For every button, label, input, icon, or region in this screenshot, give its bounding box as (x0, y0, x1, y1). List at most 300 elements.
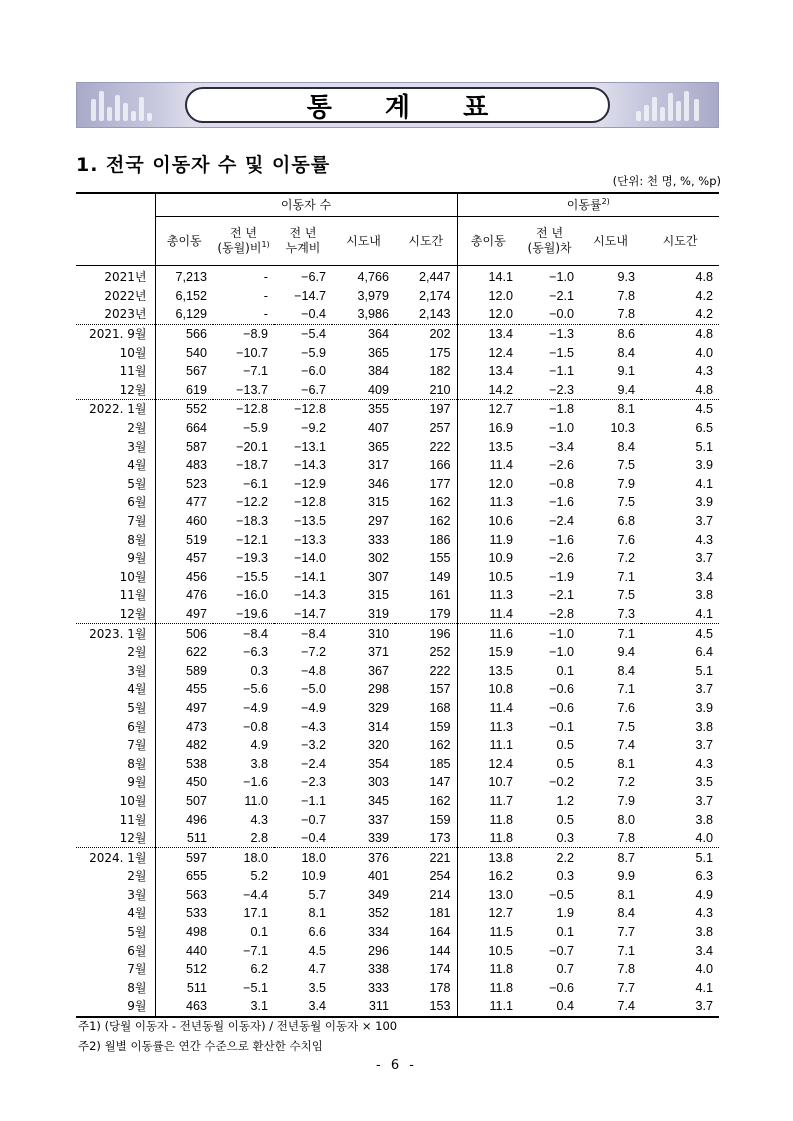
header-row-groups (76, 193, 719, 217)
table-cell: 2,174 (419, 288, 451, 303)
table-cell: −12.2 (236, 495, 268, 510)
bar-chart-decoration-icon (632, 89, 706, 121)
table-cell: 315 (367, 495, 389, 510)
table-cell: 153 (395, 997, 457, 1017)
table-cell: 315 (367, 588, 389, 603)
table-cell: −1.8 (549, 402, 575, 417)
table-cell: −2.3 (301, 775, 326, 790)
table-cell: 355 (367, 402, 389, 417)
table-cell: −2.1 (549, 288, 575, 303)
table-cell: 4.5 (695, 626, 714, 641)
row-label: 3월 (127, 439, 147, 454)
table-cell: −4.3 (301, 719, 326, 734)
row-label-header (76, 193, 155, 266)
table-cell: 354 (367, 756, 389, 771)
table-cell: −13.7 (213, 381, 274, 400)
table-row (76, 419, 719, 438)
row-label: 2021. 9월 (89, 327, 147, 342)
table-cell: −14.7 (274, 605, 332, 624)
table-cell: 482 (155, 736, 213, 755)
table-cell: 7.4 (580, 997, 641, 1017)
table-cell: 4.8 (695, 327, 714, 342)
table-cell: 317 (367, 458, 389, 473)
table-cell: 3.7 (695, 551, 714, 566)
row-label: 6월 (127, 943, 147, 958)
table-row (76, 586, 719, 605)
table-cell: −4.9 (301, 700, 326, 715)
table-cell: −5.4 (301, 327, 326, 342)
table-cell: −0.8 (549, 476, 575, 491)
table-cell: 401 (367, 869, 389, 884)
table-cell: 3.4 (274, 997, 332, 1017)
table-cell: 8.7 (617, 850, 636, 865)
table-cell: 511 (155, 829, 213, 848)
table-row (76, 549, 719, 568)
table-cell: 3.8 (695, 588, 714, 603)
table-cell: 18.0 (243, 850, 268, 865)
table-cell: 1.2 (556, 793, 575, 808)
row-label: 3월 (127, 887, 147, 902)
table-cell: 8.4 (617, 663, 636, 678)
table-cell: 11.3 (457, 493, 519, 512)
row-label: 7월 (127, 514, 147, 529)
table-cell: −6.0 (301, 364, 326, 379)
table-cell: 8.1 (617, 402, 636, 417)
table-cell: 3.9 (695, 495, 714, 510)
row-label: 4월 (127, 682, 147, 697)
table-cell: 185 (429, 756, 451, 771)
table-cell: 6,129 (155, 305, 213, 324)
table-cell: 12.4 (457, 343, 519, 362)
table-row (76, 381, 719, 400)
table-cell: −6.7 (274, 381, 332, 400)
table-cell: −19.3 (236, 551, 268, 566)
table-cell: 7.6 (617, 532, 636, 547)
table-row (76, 305, 719, 324)
row-label: 2월 (127, 869, 147, 884)
table-cell: −8.4 (243, 626, 268, 641)
column-header: 시도간 (408, 233, 444, 248)
table-cell: 3.8 (695, 812, 714, 827)
table-cell: −8.9 (243, 327, 268, 342)
table-cell: 456 (155, 568, 213, 587)
table-cell: 364 (367, 327, 389, 342)
table-cell: −0.7 (549, 943, 575, 958)
table-cell: 144 (429, 943, 451, 958)
table-cell: −13.3 (294, 532, 326, 547)
table-row (76, 266, 719, 287)
table-cell: 10.7 (457, 773, 519, 792)
table-cell: 7.7 (617, 980, 636, 995)
table-cell: 155 (429, 551, 451, 566)
table-cell: 7.6 (617, 700, 636, 715)
table-cell: −16.0 (236, 588, 268, 603)
table-cell: 597 (155, 848, 213, 867)
row-label: 11월 (119, 812, 147, 827)
table-cell: 12.0 (457, 305, 519, 324)
table-cell: 3.7 (695, 793, 714, 808)
table-cell: 12.0 (457, 475, 519, 494)
table-cell: 4.7 (308, 962, 326, 977)
row-label: 9월 (127, 551, 147, 566)
table-cell: 3.7 (641, 997, 719, 1017)
table-cell: 7.7 (617, 925, 636, 940)
table-cell: 457 (155, 549, 213, 568)
table-cell: 3.5 (695, 775, 714, 790)
table-cell: 8.1 (617, 887, 636, 902)
table-cell: −5.9 (243, 421, 268, 436)
table-cell: 6.4 (695, 645, 714, 660)
table-cell: 296 (367, 943, 389, 958)
table-cell: 4.9 (695, 887, 714, 902)
table-row (76, 848, 719, 867)
table-cell: −7.1 (243, 943, 268, 958)
table-cell: 11.9 (457, 530, 519, 549)
group-header-movers: 이동자 수 (155, 193, 457, 217)
table-cell: 12.7 (457, 904, 519, 923)
table-row (76, 773, 719, 792)
table-cell: 5.1 (695, 850, 714, 865)
table-cell: −13.5 (294, 514, 326, 529)
table-cell: −0.4 (274, 305, 332, 324)
table-cell: −19.6 (213, 605, 274, 624)
table-cell: 334 (367, 925, 389, 940)
table-cell: 214 (429, 887, 451, 902)
table-row (76, 475, 719, 494)
table-cell: −2.3 (519, 381, 580, 400)
table-cell: 0.5 (556, 812, 575, 827)
table-cell: 339 (332, 829, 395, 848)
table-cell: 10.3 (610, 421, 636, 436)
table-cell: −4.9 (243, 700, 268, 715)
table-row (76, 324, 719, 343)
table-cell: 173 (395, 829, 457, 848)
table-row (76, 512, 719, 531)
table-cell: 7.9 (617, 476, 636, 491)
row-label: 6월 (127, 719, 147, 734)
table-row (76, 979, 719, 998)
table-cell: −14.3 (294, 458, 326, 473)
table-cell: 9.9 (617, 869, 636, 884)
table-cell: 4.0 (695, 962, 714, 977)
table-cell: 252 (429, 645, 451, 660)
table-cell: −5.6 (243, 682, 268, 697)
page-number: - 6 - (376, 1058, 417, 1073)
table-cell: 2,447 (419, 270, 451, 285)
row-label: 10월 (119, 793, 147, 808)
table-cell: 16.9 (457, 419, 519, 438)
table-cell: 178 (429, 980, 451, 995)
table-cell: 376 (367, 850, 389, 865)
table-cell: 384 (367, 364, 389, 379)
table-cell: 552 (155, 400, 213, 419)
table-cell: −6.3 (243, 645, 268, 660)
table-cell: −1.3 (549, 327, 575, 342)
header-row-columns (76, 217, 719, 266)
table-cell: 4.2 (641, 305, 719, 324)
table-cell: 4.1 (695, 476, 714, 491)
table-cell: −18.7 (236, 458, 268, 473)
table-cell: 12.4 (457, 754, 519, 773)
table-cell: 174 (429, 962, 451, 977)
row-label: 10월 (119, 569, 147, 584)
table-cell: 10.9 (301, 869, 326, 884)
table-row (76, 661, 719, 680)
table-cell: 157 (429, 682, 451, 697)
table-cell: 14.2 (457, 381, 519, 400)
row-label: 2024. 1월 (89, 850, 147, 865)
table-cell: −2.4 (549, 514, 575, 529)
table-cell: 0.4 (519, 997, 580, 1017)
table-row (76, 960, 719, 979)
table-cell: 10.6 (457, 512, 519, 531)
table-cell: 2,143 (395, 305, 457, 324)
table-cell: 3.8 (695, 719, 714, 734)
table-cell: 161 (429, 588, 451, 603)
table-cell: 8.4 (617, 906, 636, 921)
table-cell: 3,979 (357, 288, 389, 303)
table-cell: 13.5 (457, 661, 519, 680)
column-header: 총이동 (457, 217, 519, 266)
table-cell: 4.3 (695, 906, 714, 921)
table-cell: 7.8 (580, 829, 641, 848)
table-cell: −4.4 (243, 887, 268, 902)
table-cell: −14.3 (294, 588, 326, 603)
table-cell: −2.1 (549, 588, 575, 603)
table-cell: 589 (155, 661, 213, 680)
unit-label: (단위: 천 명, %, %p) (612, 174, 721, 188)
table-row (76, 941, 719, 960)
table-cell: 3.9 (695, 458, 714, 473)
table-cell: 202 (429, 327, 451, 342)
group-header-rate: 이동률$^{2)}$ (457, 193, 719, 217)
table-cell: 7,213 (155, 266, 213, 287)
table-cell: 11.6 (457, 624, 519, 643)
table-row (76, 437, 719, 456)
table-cell: 16.2 (457, 867, 519, 886)
table-cell: 4.3 (695, 756, 714, 771)
table-cell: −1.5 (549, 345, 575, 360)
table-cell: 4.9 (250, 738, 268, 753)
table-row (76, 736, 719, 755)
table-cell: 497 (155, 605, 213, 624)
table-cell: 162 (429, 514, 451, 529)
table-cell: 13.8 (457, 848, 519, 867)
table-cell: 498 (155, 923, 213, 942)
table-cell: 11.3 (457, 717, 519, 736)
table-cell: 5.1 (695, 663, 714, 678)
table-cell: 3.7 (695, 738, 714, 753)
table-cell: 7.1 (617, 943, 636, 958)
table-cell: 3.1 (213, 997, 274, 1017)
table-cell: 11.5 (457, 923, 519, 942)
table-cell: 159 (429, 812, 451, 827)
table-cell: 365 (367, 439, 389, 454)
table-cell: −12.8 (236, 402, 268, 417)
table-cell: 164 (429, 925, 451, 940)
table-cell: 622 (155, 643, 213, 662)
row-label: 2023. 1월 (89, 626, 147, 641)
table-cell: 0.1 (556, 925, 575, 940)
table-cell: 3.8 (695, 925, 714, 940)
footnotes (78, 1016, 397, 1056)
table-cell: 8.4 (617, 439, 636, 454)
table-cell: 4.8 (641, 381, 719, 400)
table-cell: - (213, 305, 274, 324)
table-cell: −0.0 (519, 305, 580, 324)
table-cell: 7.4 (617, 738, 636, 753)
table-cell: −18.3 (236, 514, 268, 529)
table-cell: 182 (429, 364, 451, 379)
table-cell: 166 (429, 458, 451, 473)
table-cell: 311 (332, 997, 395, 1017)
table-cell: 15.9 (457, 643, 519, 662)
table-cell: −1.0 (549, 421, 575, 436)
table-cell: −13.1 (294, 439, 326, 454)
table-cell: −12.1 (236, 532, 268, 547)
table-cell: 9.1 (617, 364, 636, 379)
table-cell: 455 (155, 680, 213, 699)
column-header: 전 년 (동월)비$^{1)}$ (217, 226, 270, 255)
table-cell: −0.4 (274, 829, 332, 848)
table-cell: 587 (155, 437, 213, 456)
table-row (76, 400, 719, 419)
table-cell: 9.4 (617, 645, 636, 660)
bar-chart-decoration-icon (89, 89, 163, 121)
table-cell: −1.0 (549, 645, 575, 660)
table-cell: −0.7 (301, 812, 326, 827)
table-cell: 302 (367, 551, 389, 566)
table-cell: 11.4 (457, 699, 519, 718)
table-cell: 7.5 (617, 719, 636, 734)
table-cell: 338 (367, 962, 389, 977)
table-cell: −8.4 (301, 626, 326, 641)
table-cell: 563 (155, 886, 213, 905)
title-banner (76, 82, 719, 128)
table-cell: 4.1 (641, 605, 719, 624)
table-cell: −2.6 (549, 458, 575, 473)
row-label: 5월 (127, 925, 147, 940)
table-cell: 13.5 (457, 437, 519, 456)
column-header: 시도내 (346, 233, 381, 248)
table-cell: 5.1 (695, 439, 714, 454)
table-cell: 10.5 (457, 568, 519, 587)
table-cell: 10.5 (457, 941, 519, 960)
table-cell: −1.9 (549, 569, 575, 584)
table-cell: 7.5 (617, 458, 636, 473)
table-cell: −1.0 (549, 270, 575, 285)
table-cell: 7.5 (617, 588, 636, 603)
table-cell: 8.1 (617, 756, 636, 771)
table-cell: 7.1 (617, 569, 636, 584)
table-cell: 298 (367, 682, 389, 697)
table-row (76, 699, 719, 718)
page-title: 통 계 표 (185, 87, 610, 123)
table-cell: 2.2 (556, 850, 575, 865)
row-label: 10월 (119, 345, 147, 360)
table-cell: −1.6 (549, 495, 575, 510)
table-cell: 0.3 (556, 869, 575, 884)
table-cell: −2.8 (519, 605, 580, 624)
table-cell: −1.1 (549, 364, 575, 379)
row-label: 7월 (127, 738, 147, 753)
table-cell: −1.6 (549, 532, 575, 547)
table-cell: 4.0 (641, 829, 719, 848)
table-cell: 179 (395, 605, 457, 624)
table-row (76, 997, 719, 1017)
table-cell: −7.1 (243, 364, 268, 379)
table-cell: 12.0 (457, 287, 519, 306)
table-cell: 4.1 (695, 980, 714, 995)
table-cell: 11.1 (457, 997, 519, 1017)
table-cell: 4.3 (695, 364, 714, 379)
table-cell: −0.8 (243, 719, 268, 734)
table-cell: 440 (155, 941, 213, 960)
row-label: 8월 (127, 532, 147, 547)
table-cell: 13.4 (457, 362, 519, 381)
table-cell: −12.8 (294, 402, 326, 417)
column-header: 시도간 (662, 233, 698, 248)
table-cell: 4.0 (695, 345, 714, 360)
table-row (76, 605, 719, 624)
table-cell: 257 (429, 421, 451, 436)
table-cell: −2.4 (301, 756, 326, 771)
table-row (76, 886, 719, 905)
row-label: 2022년 (104, 288, 147, 303)
column-header: 전 년 (동월)차 (527, 226, 572, 255)
table-cell: 0.5 (556, 738, 575, 753)
table-cell: 12.7 (457, 400, 519, 419)
table-cell: 4.2 (695, 288, 714, 303)
row-label: 6월 (127, 495, 147, 510)
table-row (76, 287, 719, 306)
table-cell: 11.8 (457, 960, 519, 979)
table-cell: 11.0 (244, 793, 268, 808)
table-body (76, 266, 719, 1017)
footnote: 주1) (당월 이동자 - 전년동월 이동자) / 전년동월 이동자 × 100 (78, 1019, 398, 1033)
row-label: 12월 (76, 381, 155, 400)
table-cell: 0.1 (250, 925, 268, 940)
table-cell: 655 (155, 867, 213, 886)
table-cell: −1.6 (243, 775, 268, 790)
table-cell: −6.1 (243, 476, 268, 491)
table-cell: −12.8 (294, 495, 326, 510)
table-cell: 0.7 (556, 962, 575, 977)
table-cell: 4,766 (357, 270, 389, 285)
row-label: 8월 (127, 756, 147, 771)
row-label: 8월 (127, 980, 147, 995)
table-cell: 523 (155, 475, 213, 494)
table-row (76, 493, 719, 512)
table-cell: 14.1 (457, 266, 519, 287)
table-cell: 7.8 (617, 962, 636, 977)
table-cell: 367 (367, 663, 389, 678)
table-cell: 6.3 (695, 869, 714, 884)
table-cell: 7.3 (580, 605, 641, 624)
row-label: 4월 (127, 458, 147, 473)
table-cell: 477 (155, 493, 213, 512)
row-label: 2월 (127, 421, 147, 436)
table-cell: 310 (367, 626, 389, 641)
table-cell: 476 (155, 586, 213, 605)
table-cell: 175 (429, 345, 451, 360)
table-cell: 473 (155, 717, 213, 736)
table-cell: 13.0 (457, 886, 519, 905)
table-cell: 303 (367, 775, 389, 790)
table-cell: 0.1 (556, 663, 575, 678)
table-cell: −5.0 (301, 682, 326, 697)
table-cell: 4.5 (695, 402, 714, 417)
